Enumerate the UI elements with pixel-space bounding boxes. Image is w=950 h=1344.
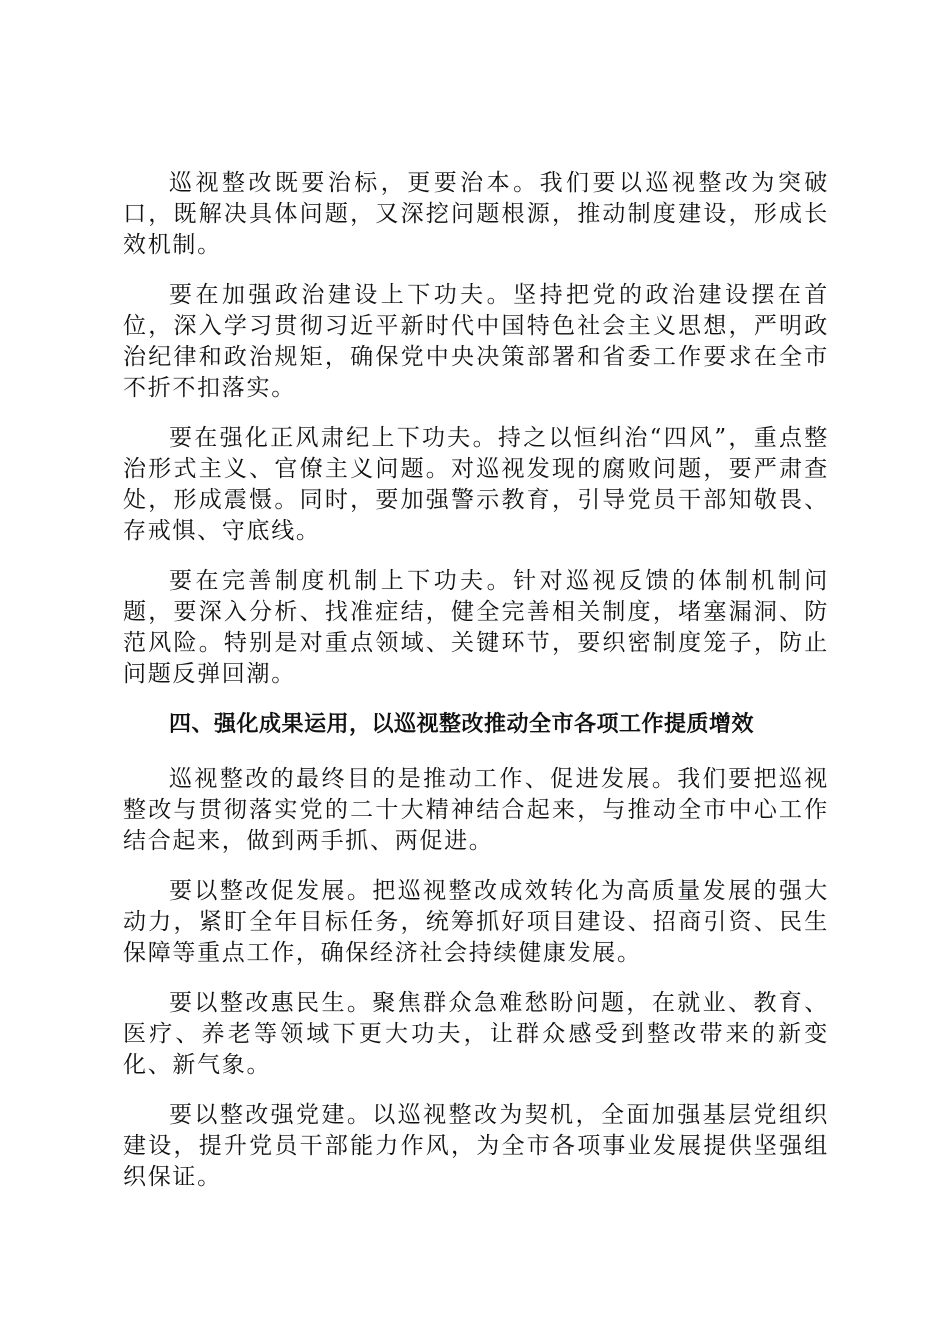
paragraph-ultimate-goal: 巡视整改的最终目的是推动工作、促进发展。我们要把巡视整改与贯彻落实党的二十大精神结合起来，与推动全市中心工作结合起来，做到两手抓、两促进。 <box>123 766 829 854</box>
paragraph-discipline-rectification: 要在强化正风肃纪上下功夫。持之以恒纠治“四风”，重点整治形式主义、官僚主义问题。对巡视发现的腐败问题，要严肃查处，形成震慑。同时，要加强警示教育，引导党员干部知敬畏、存戒惧、守底线。 <box>123 425 829 544</box>
paragraph-benefit-people: 要以整改惠民生。聚焦群众急难愁盼问题，在就业、教育、医疗、养老等领域下更大功夫，让群众感受到整改带来的新变化、新气象。 <box>123 990 829 1078</box>
paragraph-governance-root-cause: 巡视整改既要治标，更要治本。我们要以巡视整改为突破口，既解决具体问题，又深挖问题根源，推动制度建设，形成长效机制。 <box>123 170 829 258</box>
paragraph-promote-development: 要以整改促发展。把巡视整改成效转化为高质量发展的强大动力，紧盯全年目标任务，统筹抓好项目建设、招商引资、民生保障等重点工作，确保经济社会持续健康发展。 <box>123 878 829 966</box>
paragraph-institutional-mechanisms: 要在完善制度机制上下功夫。针对巡视反馈的体制机制问题，要深入分析、找准症结，健全完善相关制度，堵塞漏洞、防范风险。特别是对重点领域、关键环节，要织密制度笼子，防止问题反弹回潮。 <box>123 568 829 687</box>
section-heading: 四、强化成果运用，以巡视整改推动全市各项工作提质增效 <box>169 712 755 737</box>
paragraph-political-construction: 要在加强政治建设上下功夫。坚持把党的政治建设摆在首位，深入学习贯彻习近平新时代中国特色社会主义思想，严明政治纪律和政治规矩，确保党中央决策部署和省委工作要求在全市不折不扣落实。 <box>123 282 829 401</box>
document-page <box>123 168 829 1212</box>
paragraph-strengthen-party: 要以整改强党建。以巡视整改为契机，全面加强基层党组织建设，提升党员干部能力作风，为全市各项事业发展提供坚强组织保证。 <box>123 1102 829 1190</box>
